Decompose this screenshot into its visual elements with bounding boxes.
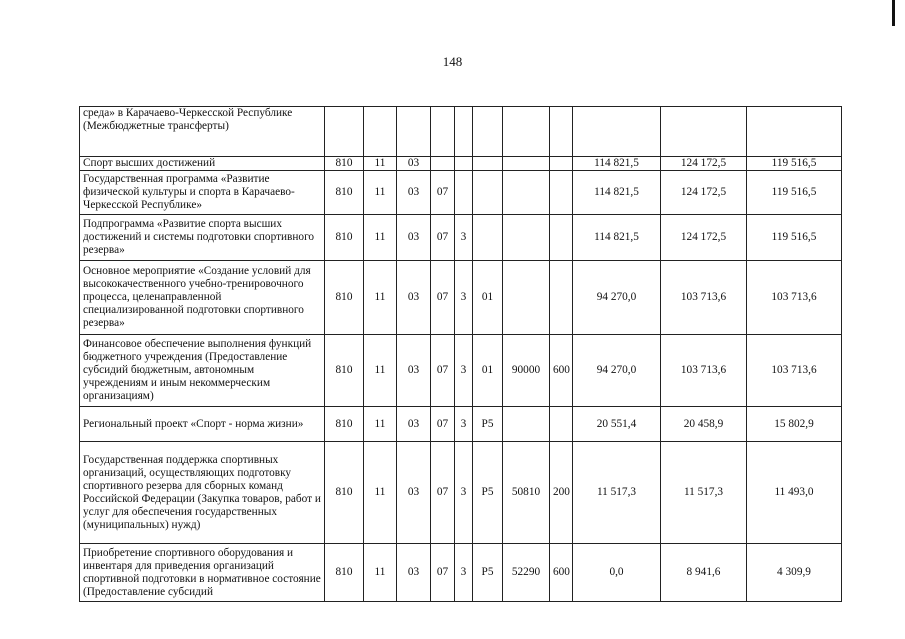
event-code [473, 107, 503, 157]
subsection-code: 03 [397, 157, 431, 171]
ministry-code: 810 [325, 171, 364, 215]
expense-type-code: 600 [550, 335, 573, 407]
row-name: Государственная поддержка спортивных организаций, осуществляющих подготовку спортивного резерва для сборных команд Российской Федерации (Закупка товаров, работ и услуг для обеспечения государственных (муниципальных) нужд) [80, 442, 325, 544]
row-name: Спорт высших достижений [80, 157, 325, 171]
subsection-code: 03 [397, 335, 431, 407]
table-row [80, 261, 842, 335]
section-code: 11 [364, 157, 397, 171]
direction-code [503, 157, 550, 171]
subprogram-code: 3 [455, 544, 473, 602]
direction-code [503, 407, 550, 442]
row-name: Приобретение спортивного оборудования и инвентаря для приведения организаций спортивной подготовки в нормативное состояние (Предоставление субсидий [80, 544, 325, 602]
table-row [80, 544, 842, 602]
ministry-code [325, 107, 364, 157]
subsection-code: 03 [397, 407, 431, 442]
program-code [431, 157, 455, 171]
row-name: Подпрограмма «Развитие спорта высших достижений и системы подготовки спортивного резерва» [80, 215, 325, 261]
event-code [473, 171, 503, 215]
binding-mark [892, 0, 895, 26]
program-code: 07 [431, 544, 455, 602]
direction-code [503, 261, 550, 335]
amount-year-3: 103 713,6 [747, 261, 842, 335]
section-code: 11 [364, 335, 397, 407]
amount-year-2: 11 517,3 [661, 442, 747, 544]
direction-code: 90000 [503, 335, 550, 407]
subprogram-code: 3 [455, 407, 473, 442]
section-code: 11 [364, 215, 397, 261]
amount-year-3: 103 713,6 [747, 335, 842, 407]
amount-year-1 [573, 107, 661, 157]
event-code: 01 [473, 335, 503, 407]
event-code: 01 [473, 261, 503, 335]
subprogram-code [455, 107, 473, 157]
amount-year-1: 20 551,4 [573, 407, 661, 442]
table-row [80, 157, 842, 171]
subprogram-code [455, 157, 473, 171]
amount-year-1: 114 821,5 [573, 215, 661, 261]
budget-table [79, 106, 842, 602]
amount-year-2: 124 172,5 [661, 157, 747, 171]
direction-code [503, 107, 550, 157]
expense-type-code [550, 407, 573, 442]
subprogram-code: 3 [455, 442, 473, 544]
amount-year-3: 11 493,0 [747, 442, 842, 544]
direction-code [503, 171, 550, 215]
amount-year-3: 15 802,9 [747, 407, 842, 442]
section-code: 11 [364, 261, 397, 335]
expense-type-code [550, 215, 573, 261]
program-code: 07 [431, 215, 455, 261]
event-code: P5 [473, 544, 503, 602]
page-number: 148 [442, 54, 463, 69]
amount-year-2: 20 458,9 [661, 407, 747, 442]
section-code: 11 [364, 544, 397, 602]
direction-code: 50810 [503, 442, 550, 544]
row-name: среда» в Карачаево-Черкесской Республике (Межбюджетные трансферты) [80, 107, 325, 157]
amount-year-3: 4 309,9 [747, 544, 842, 602]
direction-code [503, 215, 550, 261]
table-row [80, 215, 842, 261]
amount-year-3: 119 516,5 [747, 171, 842, 215]
table-row [80, 335, 842, 407]
subsection-code: 03 [397, 261, 431, 335]
expense-type-code: 200 [550, 442, 573, 544]
amount-year-1: 114 821,5 [573, 171, 661, 215]
amount-year-1: 94 270,0 [573, 261, 661, 335]
subprogram-code: 3 [455, 215, 473, 261]
row-name: Основное мероприятие «Создание условий для высококачественного учебно-тренировочного процесса, целенаправленной специализированной подготовки спортивного резерва» [80, 261, 325, 335]
amount-year-2: 103 713,6 [661, 261, 747, 335]
subsection-code: 03 [397, 544, 431, 602]
event-code: P5 [473, 407, 503, 442]
subsection-code [397, 107, 431, 157]
expense-type-code [550, 107, 573, 157]
ministry-code: 810 [325, 442, 364, 544]
subprogram-code [455, 171, 473, 215]
amount-year-2: 8 941,6 [661, 544, 747, 602]
program-code [431, 107, 455, 157]
section-code: 11 [364, 171, 397, 215]
amount-year-3: 119 516,5 [747, 215, 842, 261]
event-code: P5 [473, 442, 503, 544]
table-row [80, 171, 842, 215]
event-code [473, 157, 503, 171]
ministry-code: 810 [325, 157, 364, 171]
subsection-code: 03 [397, 171, 431, 215]
amount-year-1: 11 517,3 [573, 442, 661, 544]
table-row [80, 442, 842, 544]
table-row [80, 107, 842, 157]
amount-year-1: 94 270,0 [573, 335, 661, 407]
ministry-code: 810 [325, 335, 364, 407]
amount-year-2 [661, 107, 747, 157]
program-code: 07 [431, 442, 455, 544]
ministry-code: 810 [325, 544, 364, 602]
program-code: 07 [431, 171, 455, 215]
table-row [80, 407, 842, 442]
event-code [473, 215, 503, 261]
subsection-code: 03 [397, 215, 431, 261]
amount-year-3: 119 516,5 [747, 157, 842, 171]
section-code [364, 107, 397, 157]
section-code: 11 [364, 407, 397, 442]
amount-year-2: 124 172,5 [661, 215, 747, 261]
expense-type-code [550, 261, 573, 335]
amount-year-1: 114 821,5 [573, 157, 661, 171]
subprogram-code: 3 [455, 261, 473, 335]
subprogram-code: 3 [455, 335, 473, 407]
program-code: 07 [431, 261, 455, 335]
ministry-code: 810 [325, 407, 364, 442]
direction-code: 52290 [503, 544, 550, 602]
row-name: Государственная программа «Развитие физической культуры и спорта в Карачаево-Черкесской Республике» [80, 171, 325, 215]
program-code: 07 [431, 407, 455, 442]
row-name: Финансовое обеспечение выполнения функций бюджетного учреждения (Предоставление субсидий бюджетным, автономным учреждениям и иным некоммерческим организациям) [80, 335, 325, 407]
amount-year-3 [747, 107, 842, 157]
section-code: 11 [364, 442, 397, 544]
ministry-code: 810 [325, 215, 364, 261]
program-code: 07 [431, 335, 455, 407]
ministry-code: 810 [325, 261, 364, 335]
row-name: Региональный проект «Спорт - норма жизни» [80, 407, 325, 442]
expense-type-code [550, 171, 573, 215]
subsection-code: 03 [397, 442, 431, 544]
expense-type-code [550, 157, 573, 171]
amount-year-2: 103 713,6 [661, 335, 747, 407]
expense-type-code: 600 [550, 544, 573, 602]
amount-year-1: 0,0 [573, 544, 661, 602]
table-body [80, 107, 842, 602]
amount-year-2: 124 172,5 [661, 171, 747, 215]
